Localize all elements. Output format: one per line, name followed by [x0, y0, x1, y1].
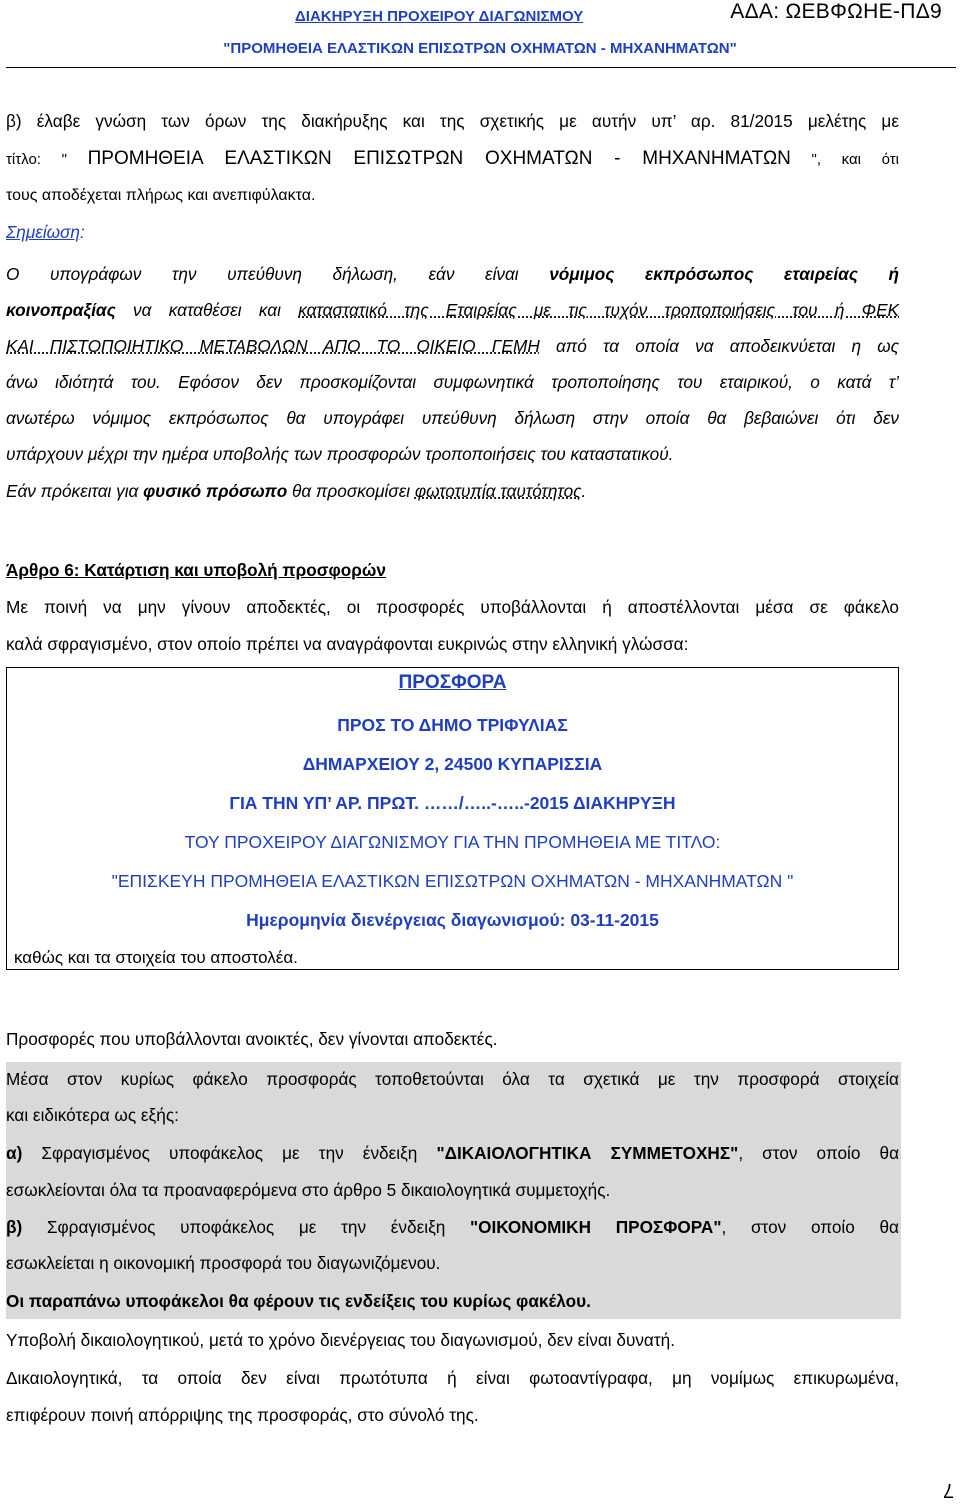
- subenvelope-b-line2: εσωκλείεται η οικονομική προσφορά του διαγωνιζόμενου.: [6, 1253, 441, 1273]
- documents-line2: επιφέρουν ποινή απόρριψης της προσφοράς, στο σύνολό της.: [6, 1405, 479, 1425]
- envelope-sender: καθώς και τα στοιχεία του αποστολέα.: [14, 948, 298, 967]
- envelope-reference: ΓΙΑ ΤΗΝ ΥΠ’ ΑΡ. ΠΡΩΤ. ……/…..-…..-2015 ΔΙΑΚΗΡΥΞΗ: [229, 793, 676, 813]
- note-line4: άνω ιδιότητά του. Εφόσον δεν προσκομίζονται συμφωνητικά τροποποίησης του εταιρικού, ο κατά τ’: [6, 372, 899, 392]
- header-title: ΔΙΑΚΗΡΥΞΗ ΠΡΟΧΕΙΡΟΥ ΔΙΑΓΩΝΙΣΜΟΥ: [295, 8, 584, 25]
- note-line3: ΚΑΙ ΠΙΣΤΟΠΟΙΗΤΙΚΟ ΜΕΤΑΒΟΛΩΝ ΑΠΟ ΤΟ ΟΙΚΕΙΟ ΓΕΜΗ από τα οποία να αποδεικνύεται η ως: [6, 336, 899, 356]
- note-line2: κοινοπραξίας να καταθέσει και καταστατικό της Εταιρείας με τις τυχόν τροποποιήσεις του ή ΦΕΚ: [6, 300, 899, 320]
- para-b-line2: τίτλο: " ΠΡΟΜΗΘΕΙΑ ΕΛΑΣΤΙΚΩΝ ΕΠΙΣΩΤΡΩΝ ΟΧΗΜΑΤΩΝ - ΜΗΧΑΝΗΜΑΤΩΝ ", και ότι: [6, 148, 899, 169]
- para-b-line1: β) έλαβε γνώση των όρων της διακήρυξης και της σχετικής με αυτήν υπ’ αρ. 81/2015 μελέτης με: [6, 111, 899, 131]
- note-line6: υπάρχουν μέχρι την ημέρα υποβολής των προσφορών τροποποιήσεις του καταστατικού.: [6, 444, 674, 464]
- subenvelope-a-line2: εσωκλείονται όλα τα προαναφερόμενα στο άρθρο 5 δικαιολογητικά συμμετοχής.: [6, 1180, 611, 1200]
- note-line5: ανωτέρω νόμιμος εκπρόσωπος θα υπογράφει υπεύθυνη δήλωση στην οποία θα βεβαιώνει ότι δεν: [6, 408, 899, 428]
- main-envelope-line2: και ειδικότερα ως εξής:: [6, 1105, 179, 1125]
- header-subtitle: "ΠΡΟΜΗΘΕΙΑ ΕΛΑΣΤΙΚΩΝ ΕΠΙΣΩΤΡΩΝ ΟΧΗΜΑΤΩΝ - ΜΗΧΑΝΗΜΑΤΩΝ": [223, 40, 737, 57]
- note-line1: Ο υπογράφων την υπεύθυνη δήλωση, εάν είναι νόμιμος εκπρόσωπος εταιρείας ή: [6, 264, 899, 284]
- para-b-line3: τους αποδέχεται πλήρως και ανεπιφύλακτα.: [6, 187, 316, 204]
- documents-line1: Δικαιολογητικά, τα οποία δεν είναι πρωτότυπα ή είναι φωτοαντίγραφα, μη νομίμως επικυρωμένα,: [6, 1368, 899, 1388]
- header-divider: [6, 67, 956, 68]
- note-label: Σημείωση:: [6, 222, 85, 242]
- ada-code: ΑΔΑ: ΩΕΒΦΩΗΕ-ΠΔ9: [730, 0, 942, 23]
- envelope-address: ΔΗΜΑΡΧΕΙΟΥ 2, 24500 ΚΥΠΑΡΙΣΣΙΑ: [302, 754, 603, 774]
- envelope-tender: ΤΟΥ ΠΡΟΧΕΙΡΟΥ ΔΙΑΓΩΝΙΣΜΟΥ ΓΙΑ ΤΗΝ ΠΡΟΜΗΘΕΙΑ ΜΕ ΤΙΤΛΟ:: [184, 832, 721, 852]
- envelope-date: Ημερομηνία διενέργειας διαγωνισμού: 03-11-2015: [246, 910, 659, 930]
- envelope-subject: "ΕΠΙΣΚΕΥΗ ΠΡΟΜΗΘΕΙΑ ΕΛΑΣΤΙΚΩΝ ΕΠΙΣΩΤΡΩΝ ΟΧΗΜΑΤΩΝ - ΜΗΧΑΝΗΜΑΤΩΝ ": [111, 871, 794, 891]
- envelope-recipient: ΠΡΟΣ ΤΟ ΔΗΜΟ ΤΡΙΦΥΛΙΑΣ: [337, 715, 568, 735]
- note-line7: Εάν πρόκειται για φυσικό πρόσωπο θα προσκομίσει φωτοτυπία ταυτότητος.: [6, 481, 587, 501]
- page-number: 7: [942, 1479, 954, 1501]
- envelope-title: ΠΡΟΣΦΟΡΑ: [398, 672, 507, 693]
- article6-line2: καλά σφραγισμένο, στον οποίο πρέπει να αναγράφονται ευκρινώς στην ελληνική γλώσσα:: [6, 634, 689, 654]
- article6-heading: Άρθρο 6: Κατάρτιση και υποβολή προσφορών: [6, 560, 386, 580]
- envelope-box: [6, 667, 899, 970]
- article6-line1: Με ποινή να μην γίνουν αποδεκτές, οι προσφορές υποβάλλονται ή αποστέλλονται μέσα σε φάκελο: [6, 597, 899, 617]
- main-envelope-line1: Μέσα στον κυρίως φάκελο προσφοράς τοποθετούνται όλα τα σχετικά με την προσφορά στοιχεία: [6, 1069, 899, 1089]
- open-offers-note: Προσφορές που υποβάλλονται ανοικτές, δεν γίνονται αποδεκτές.: [6, 1029, 498, 1049]
- late-submission-note: Υποβολή δικαιολογητικού, μετά το χρόνο διενέργειας του διαγωνισμού, δεν είναι δυνατή.: [6, 1330, 675, 1350]
- subenvelopes-note: Οι παραπάνω υποφάκελοι θα φέρουν τις ενδείξεις του κυρίως φακέλου.: [6, 1291, 591, 1311]
- subenvelope-b-line1: β) Σφραγισμένος υποφάκελος με την ένδειξη "ΟΙΚΟΝΟΜΙΚΗ ΠΡΟΣΦΟΡΑ", στον οποίο θα: [6, 1217, 899, 1237]
- subenvelope-a-line1: α) Σφραγισμένος υποφάκελος με την ένδειξη "ΔΙΚΑΙΟΛΟΓΗΤΙΚΑ ΣΥΜΜΕΤΟΧΗΣ", στον οποίο θα: [6, 1143, 900, 1163]
